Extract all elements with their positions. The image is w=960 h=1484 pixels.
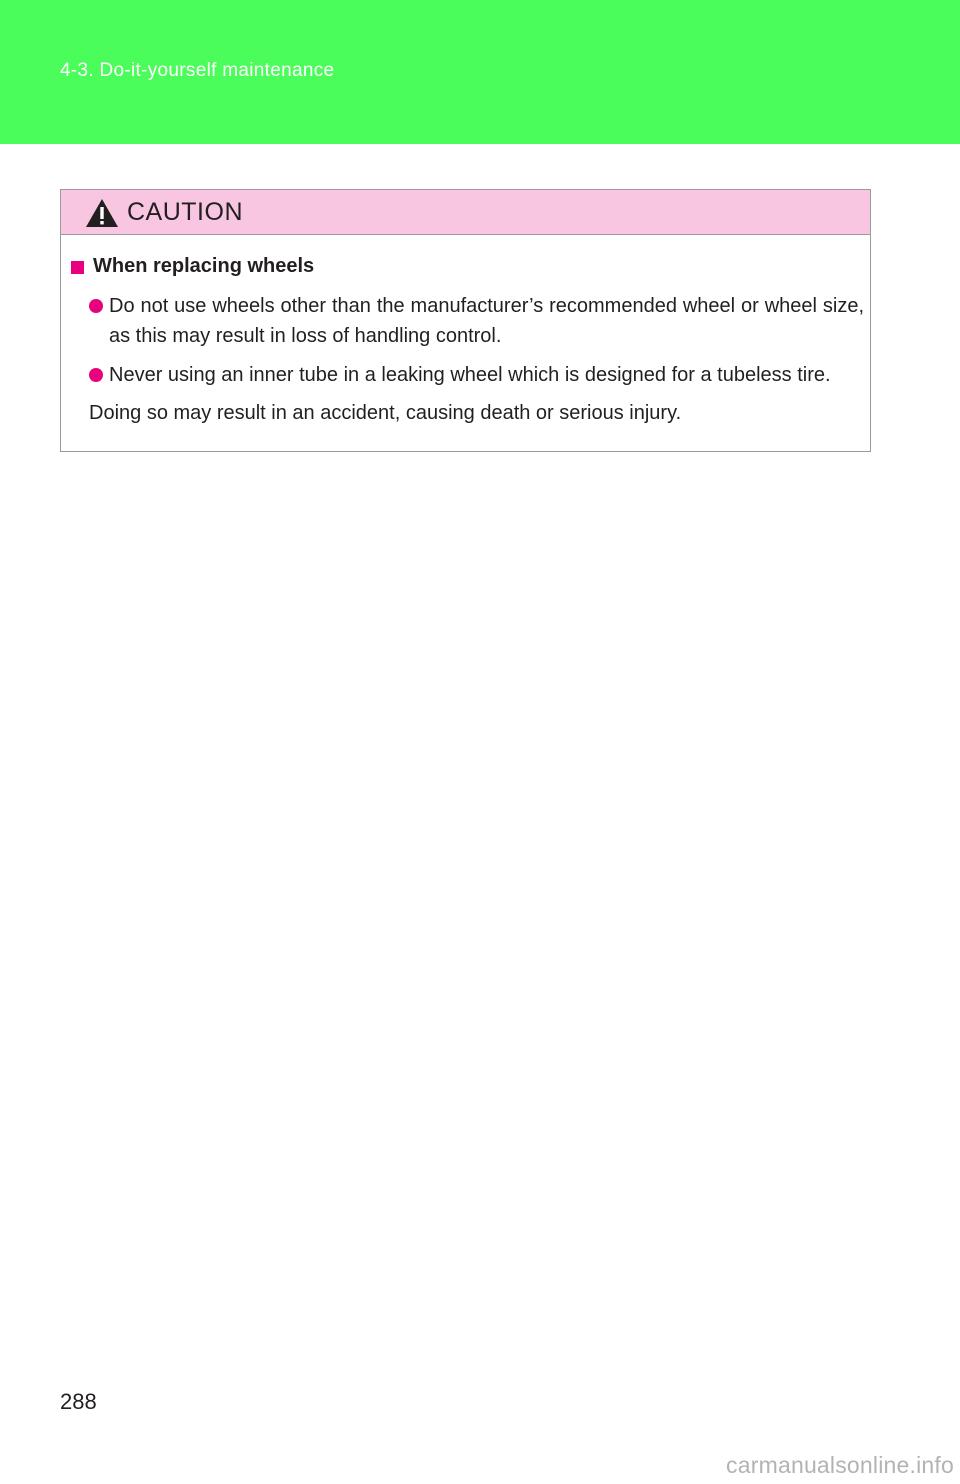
- page-number: 288: [60, 1389, 97, 1414]
- dot-bullet-icon: [89, 368, 103, 382]
- section-title: 4-3. Do-it-yourself maintenance: [60, 60, 335, 81]
- subheading-text: When replacing wheels: [93, 255, 315, 277]
- bullet-text: Never using an inner tube in a leaking wheel which is designed for a tubeless tire.: [109, 364, 831, 386]
- caution-header: [61, 190, 870, 235]
- caution-subheading: [71, 255, 314, 278]
- square-bullet-icon: [71, 261, 84, 274]
- watermark: carmanualsonline.info: [726, 1452, 954, 1478]
- caution-box: [60, 189, 871, 452]
- caution-bullet-item: [89, 291, 864, 351]
- header-band: [0, 0, 960, 144]
- caution-label: CAUTION: [127, 198, 243, 226]
- warning-triangle-icon: [85, 198, 119, 228]
- bullet-text: Do not use wheels other than the manufacturer’s recommended wheel or wheel size, as this may result in loss of handling control.: [109, 295, 864, 347]
- caution-bullet-item: [89, 360, 864, 390]
- dot-bullet-icon: [89, 299, 103, 313]
- caution-closing-text: Doing so may result in an accident, causing death or serious injury.: [89, 402, 682, 424]
